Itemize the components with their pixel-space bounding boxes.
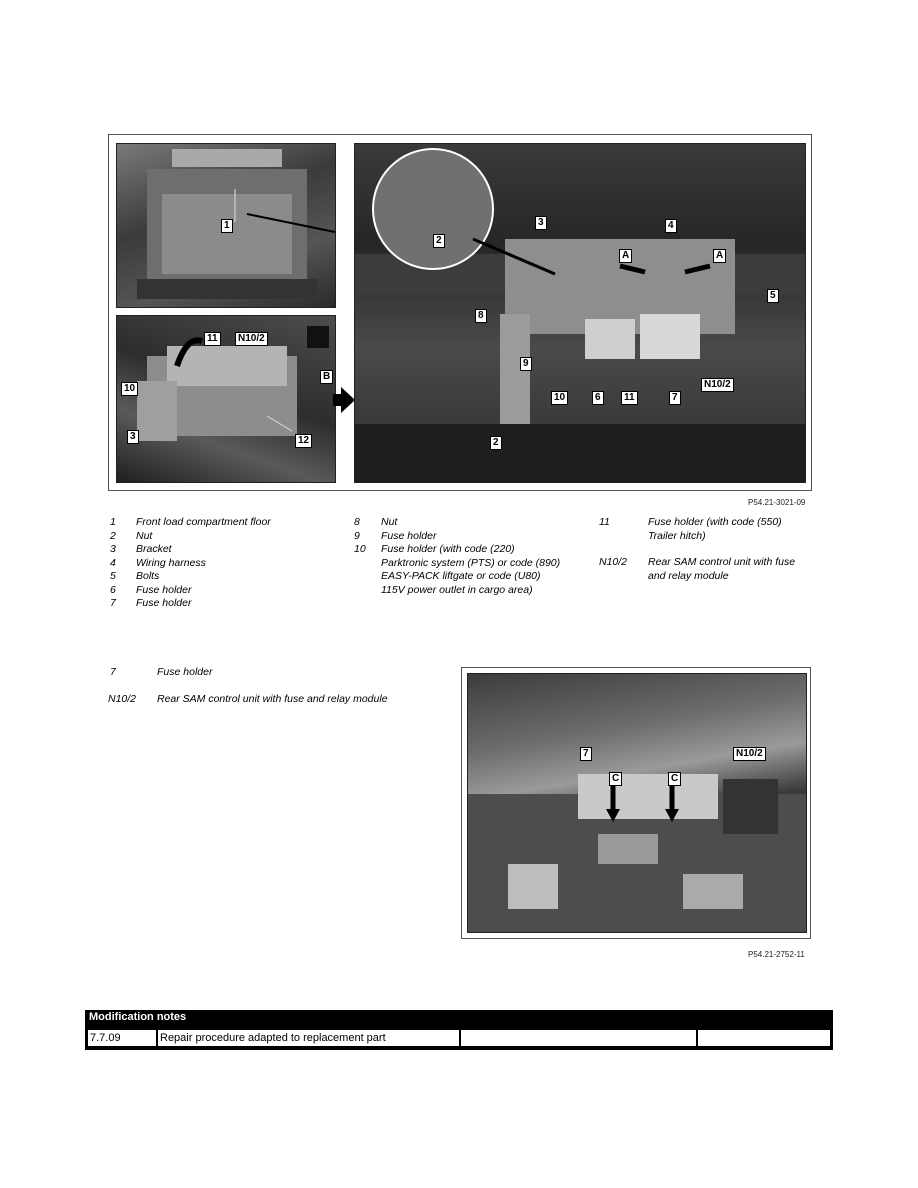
figure-code: P54.21-3021-09 <box>748 498 806 507</box>
callout-label: N10/2 <box>235 332 268 346</box>
callout-label: C <box>668 772 681 786</box>
legend-text: Fuse holder <box>136 583 192 596</box>
legend-column-3 <box>599 516 809 586</box>
legend-number: N10/2 <box>108 693 137 705</box>
callout-label: A <box>713 249 726 263</box>
legend-text: Bolts <box>136 570 160 582</box>
legend-text: Wiring harness <box>136 556 206 569</box>
legend-number: 6 <box>110 583 116 596</box>
legend-number: 9 <box>354 529 360 542</box>
legend-text: Fuse holder <box>381 529 437 542</box>
legend-2 <box>108 666 448 716</box>
fuse-relay-module-photo <box>467 673 807 933</box>
legend-number: 11 <box>599 516 610 528</box>
callout-label: 6 <box>592 391 604 405</box>
legend-number: 5 <box>110 570 116 582</box>
legend-number: 2 <box>110 529 116 542</box>
figure-2 <box>461 667 811 939</box>
callout-label: 1 <box>221 219 233 233</box>
callout-label: 2 <box>490 436 502 450</box>
callout-label: 11 <box>621 391 638 405</box>
bracket-illustration <box>117 316 335 482</box>
legend-number: N10/2 <box>599 556 628 568</box>
legend-text: Nut <box>136 529 153 542</box>
callout-label: 10 <box>121 382 138 396</box>
callout-label: 8 <box>475 309 487 323</box>
legend-number: 3 <box>110 543 116 555</box>
legend-text: Nut <box>381 516 398 528</box>
callout-label: 12 <box>295 434 312 448</box>
legend-text: 115V power outlet in cargo area) <box>381 583 533 596</box>
legend-number: 7 <box>110 666 116 678</box>
callout-label: C <box>609 772 622 786</box>
legend-text: Fuse holder (with code (550) <box>648 516 782 528</box>
legend-text: Rear SAM control unit with fuse <box>648 556 796 568</box>
legend-text: Front load compartment floor <box>136 516 271 528</box>
legend-column-1 <box>110 516 340 616</box>
legend-text: EASY-PACK liftgate or code (U80) <box>381 570 541 582</box>
fuse-bracket-photo <box>116 315 336 483</box>
legend-number: 1 <box>110 516 116 528</box>
legend-text: Rear SAM control unit with fuse and relay module <box>157 693 388 705</box>
modification-notes-table <box>85 1010 833 1050</box>
callout-label: 7 <box>669 391 681 405</box>
callout-label: 3 <box>535 216 547 230</box>
legend-text: Parktronic system (PTS) or code (890) <box>381 556 561 569</box>
legend-number: 4 <box>110 556 116 569</box>
callout-label: N10/2 <box>701 378 734 392</box>
mod-empty-cell <box>697 1029 831 1047</box>
installation-illustration <box>355 144 805 482</box>
callout-label: 2 <box>433 234 445 248</box>
fuse-box-illustration <box>468 674 806 932</box>
arrow-right-icon <box>333 385 355 415</box>
callout-label: N10/2 <box>733 747 766 761</box>
legend-number: 10 <box>354 543 366 555</box>
mod-text: Repair procedure adapted to replacement part <box>157 1029 460 1047</box>
legend-column-2 <box>354 516 594 596</box>
callout-label: A <box>619 249 632 263</box>
callout-label: 3 <box>127 430 139 444</box>
legend-text: Bracket <box>136 543 172 555</box>
legend-text: Fuse holder <box>136 597 192 609</box>
modification-notes-title: Modification notes <box>89 1011 187 1023</box>
callout-label: 4 <box>665 219 677 233</box>
legend-number: 7 <box>110 597 116 609</box>
rear-sam-installed-photo <box>354 143 806 483</box>
callout-label: 10 <box>551 391 568 405</box>
callout-label: B <box>320 370 333 384</box>
legend-number: 8 <box>354 516 360 528</box>
legend-text: Trailer hitch) <box>648 529 706 542</box>
callout-label: 11 <box>204 332 221 346</box>
callout-label: 7 <box>580 747 592 761</box>
figure-code: P54.21-2752-11 <box>748 950 805 959</box>
mod-empty-cell <box>460 1029 697 1047</box>
legend-text: Fuse holder (with code (220) <box>381 543 515 555</box>
figure-1 <box>108 134 812 491</box>
callout-label: 5 <box>767 289 779 303</box>
mod-date: 7.7.09 <box>87 1029 157 1047</box>
table-row <box>87 1029 831 1047</box>
cargo-area-photo <box>116 143 336 308</box>
legend-text: and relay module <box>648 569 729 582</box>
callout-label: 9 <box>520 357 532 371</box>
legend-text: Fuse holder <box>157 666 213 678</box>
